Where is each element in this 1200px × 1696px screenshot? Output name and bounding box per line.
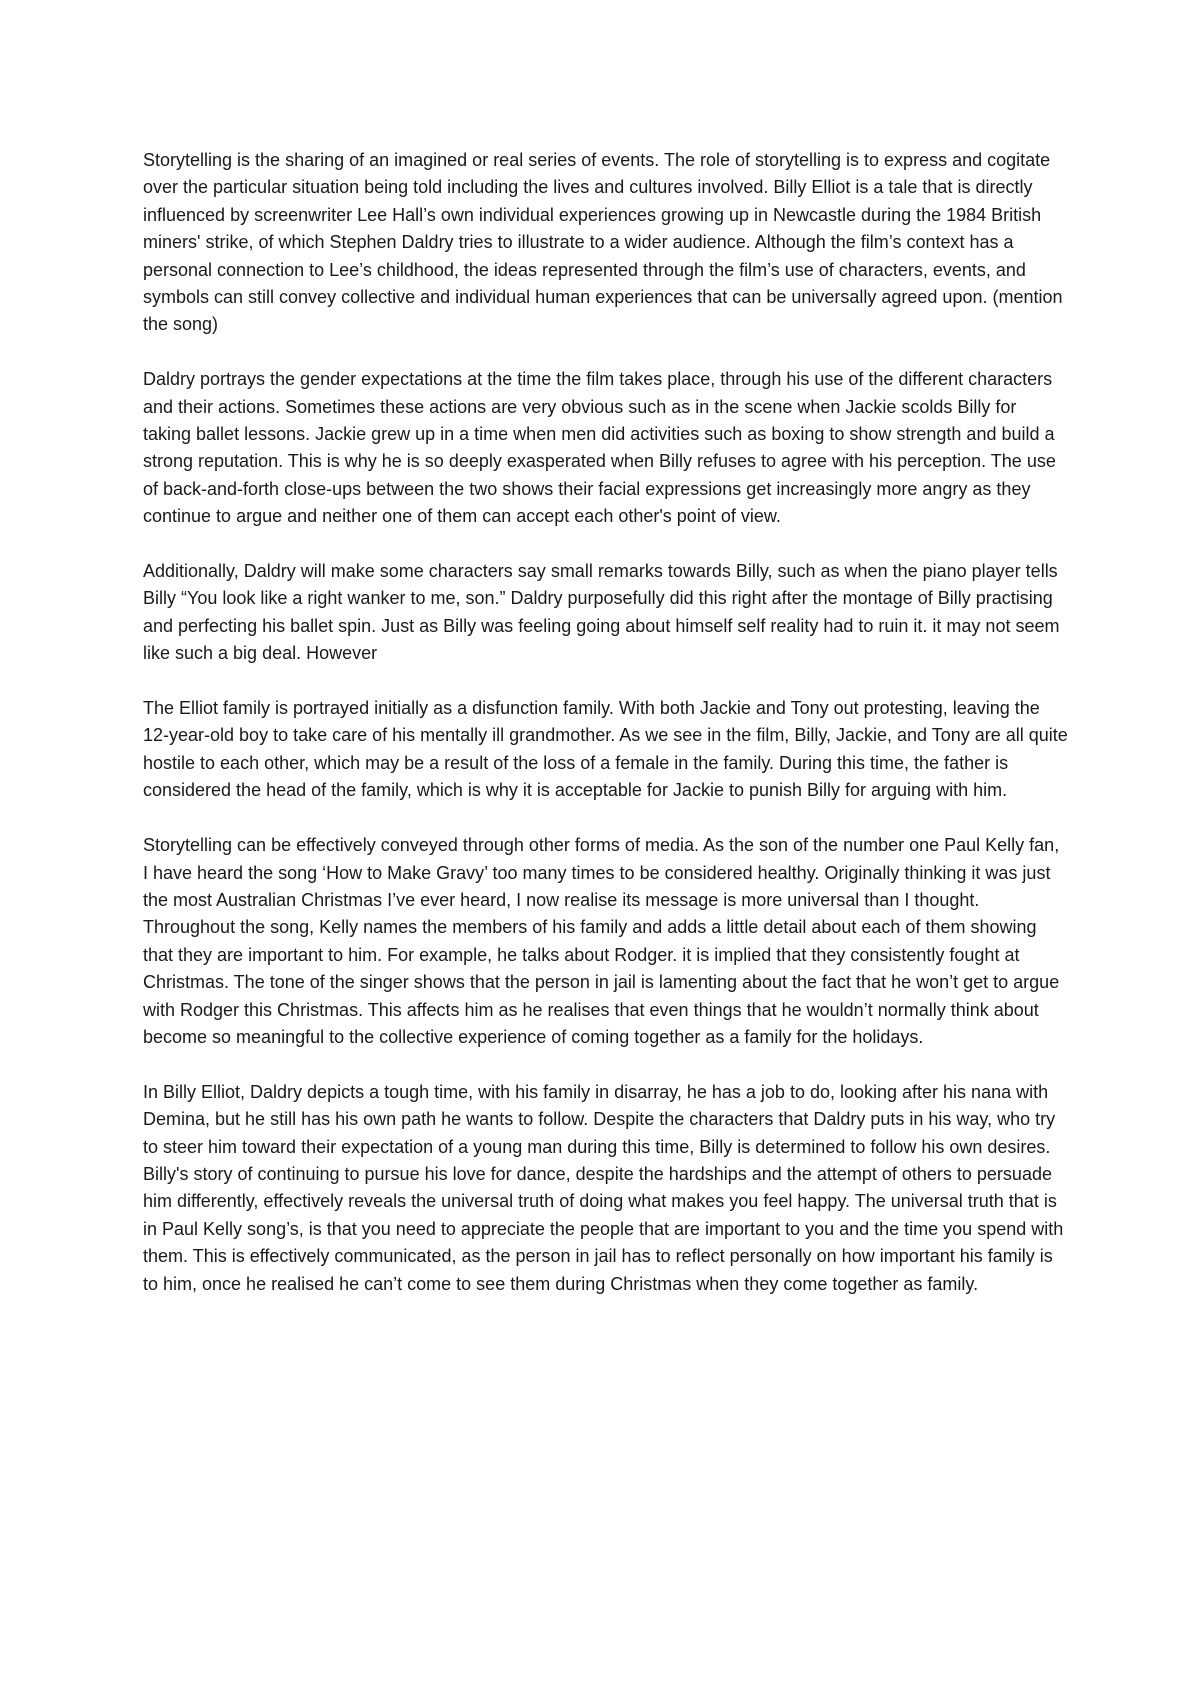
paragraph-song: Storytelling can be effectively conveyed through other forms of media. As the son of the number one Paul Kelly fan, I have heard the song ‘How to Make Gravy’ too many times to be considered healthy. Originally thinking it was just the most Australian Christmas I’ve ever heard, I now realise its message is more universal than I thought. Throughout the song, Kelly names the members of his family and adds a little detail about each of them showing that they are important to him. For example, he talks about Rodger. it is implied that they consistently fought at Christmas. The tone of the singer shows that the person in jail is lamenting about the fact that he won’t get to argue with Rodger this Christmas. This affects him as he realises that even things that he wouldn’t normally think about become so meaningful to the collective experience of coming together as a family for the holidays.	[143, 835, 1060, 1047]
paragraph-gender-expectations: Daldry portrays the gender expectations at the time the film takes place, through his use of the different characters and their actions. Sometimes these actions are very obvious such as in the scene when Jackie scolds Billy for taking ballet lessons. Jackie grew up in a time when men did activities such as boxing to show strength and build a strong reputation. This is why he is so deeply exasperated when Billy refuses to agree with his perception. The use of back-and-forth close-ups between the two shows their facial expressions get increasingly more angry as they continue to argue and neither one of them can accept each other's point of view.	[143, 369, 1056, 527]
paragraph-introduction: Storytelling is the sharing of an imagined or real series of events. The role of storytelling is to express and cogitate over the particular situation being told including the lives and cultures involved. Billy Elliot is a tale that is directly influenced by screenwriter Lee Hall’s own individual experiences growing up in Newcastle during the 1984 British miners' strike, of which Stephen Daldry tries to illustrate to a wider audience. Although the film’s context has a personal connection to Lee’s childhood, the ideas represented through the film’s use of characters, events, and symbols can still convey collective and individual human experiences that can be universally agreed upon. (mention the song)	[143, 150, 1063, 335]
document-body	[143, 147, 1068, 1325]
paragraph-conclusion: In Billy Elliot, Daldry depicts a tough time, with his family in disarray, he has a job to do, looking after his nana with Demina, but he still has his own path he wants to follow. Despite the characters that Daldry puts in his way, who try to steer him toward their expectation of a young man during this time, Billy is determined to follow his own desires. Billy's story of continuing to pursue his love for dance, despite the hardships and the attempt of others to persuade him differently, effectively reveals the universal truth of doing what makes you feel happy. The universal truth that is in Paul Kelly song’s, is that you need to appreciate the people that are important to you and the time you spend with them. This is effectively communicated, as the person in jail has to reflect personally on how important his family is to him, once he realised he can’t come to see them during Christmas when they come together as family.	[143, 1081, 1064, 1294]
paragraph-elliot-family: The Elliot family is portrayed initially as a disfunction family. With both Jackie and Tony out protesting, leaving the 12-year-old boy to take care of his mentally ill grandmother. As we see in the film, Billy, Jackie, and Tony are all quite hostile to each other, which may be a result of the loss of a female in the family. During this time, the father is considered the head of the family, which is why it is acceptable for Jackie to punish Billy for arguing with him.	[143, 698, 1068, 801]
paragraph-remarks: Additionally, Daldry will make some characters say small remarks towards Billy, such as when the piano player tells Billy “You look like a right wanker to me, son.” Daldry purposefully did this right after the montage of Billy practising and perfecting his ballet spin. Just as Billy was feeling going about himself self reality had to ruin it. it may not seem like such a big deal. However	[143, 561, 1060, 664]
